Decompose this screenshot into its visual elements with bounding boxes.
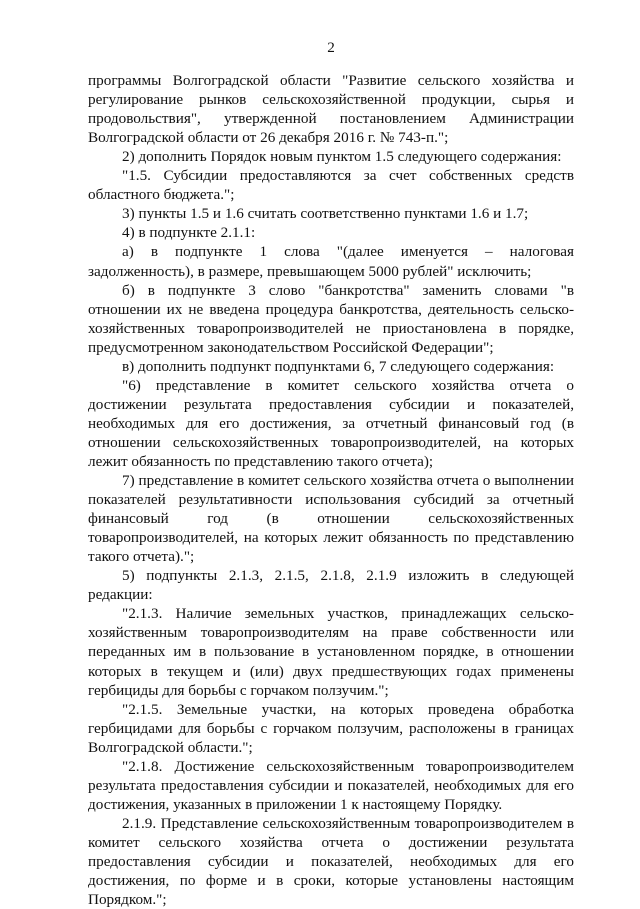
page-number: 2 [327,39,335,56]
paragraph-item-2: 2) дополнить Порядок новым пунктом 1.5 следующего содержания: [122,148,562,166]
paragraph-subitem-6: "6) представление в комитет сельского хозяйства отчета о достижении результата предоставления субсидии и показателей, необходимых для его достижения, за отчетный финансовый год (в отношении сельскохозяйственных товаропроизводителей, на которых лежит обязанность по представлению такого отчета); [88,376,574,470]
paragraph-program-continuation: программы Волгоградской области "Развитие сельского хозяйства и регулирование рынков сельскохозяйственной продукции, сырья и продовольствия", утвержденной постановлением Администрации Волгоградской области от 26 декабря 2016 г. № 743-п."; [88,72,574,147]
paragraph-item-4: 4) в подпункте 2.1.1: [122,224,256,242]
paragraph-item-4b: б) в подпункте 3 слово "банкротства" заменить словами "в отношении их не введена процедура банкротства, деятельность сельско-хозяйственных товаропроизводителей не приостановлена в порядке, предусмотренном законодательством Российской Федерации"; [88,281,574,356]
paragraph-item-4a: а) в подпункте 1 слова "(далее именуется – налоговая задолженность), в размере, превышающем 5000 рублей" исключить; [88,243,574,280]
paragraph-item-4v: в) дополнить подпункт подпунктами 6, 7 следующего содержания: [122,357,555,375]
paragraph-clause-2-1-9: 2.1.9. Представление сельскохозяйственным товаропроизводителем в комитет сельского хозяйства отчета о достижении результата предоставления субсидии и показателей, необходимых для его достижения, по форме и в сроки, которые установлены настоящим Порядком."; [88,814,574,909]
paragraph-item-3: 3) пункты 1.5 и 1.6 считать соответственно пунктами 1.6 и 1.7; [122,205,529,223]
paragraph-item-5: 5) подпункты 2.1.3, 2.1.5, 2.1.8, 2.1.9 изложить в следующей редакции: [88,567,574,604]
paragraph-subitem-7: 7) представление в комитет сельского хозяйства отчета о выполнении показателей результативности использования субсидий за отчетный финансовый год (в отношении сельскохозяйственных товаропроизводителей, на которых лежит обязанность по представлению такого отчета)."; [88,472,574,566]
paragraph-clause-1-5: "1.5. Субсидии предоставляются за счет собственных средств областного бюджета."; [88,167,574,204]
paragraph-clause-2-1-3: "2.1.3. Наличие земельных участков, принадлежащих сельско-хозяйственным товаропроизводителям на праве собственности или переданных им в пользование в установленном порядке, в отношении которых в текущем и (или) двух предшествующих годах применены гербициды для борьбы с горчаком ползучим."; [88,605,574,699]
paragraph-clause-2-1-5: "2.1.5. Земельные участки, на которых проведена обработка гербицидами для борьбы с горчаком ползучим, расположены в границах Волгоградской области."; [88,700,574,756]
paragraph-clause-2-1-8: "2.1.8. Достижение сельскохозяйственным товаропроизводителем результата предоставления субсидии и показателей, необходимых для его достижения, указанных в приложении 1 к настоящему Порядку. [88,757,574,813]
